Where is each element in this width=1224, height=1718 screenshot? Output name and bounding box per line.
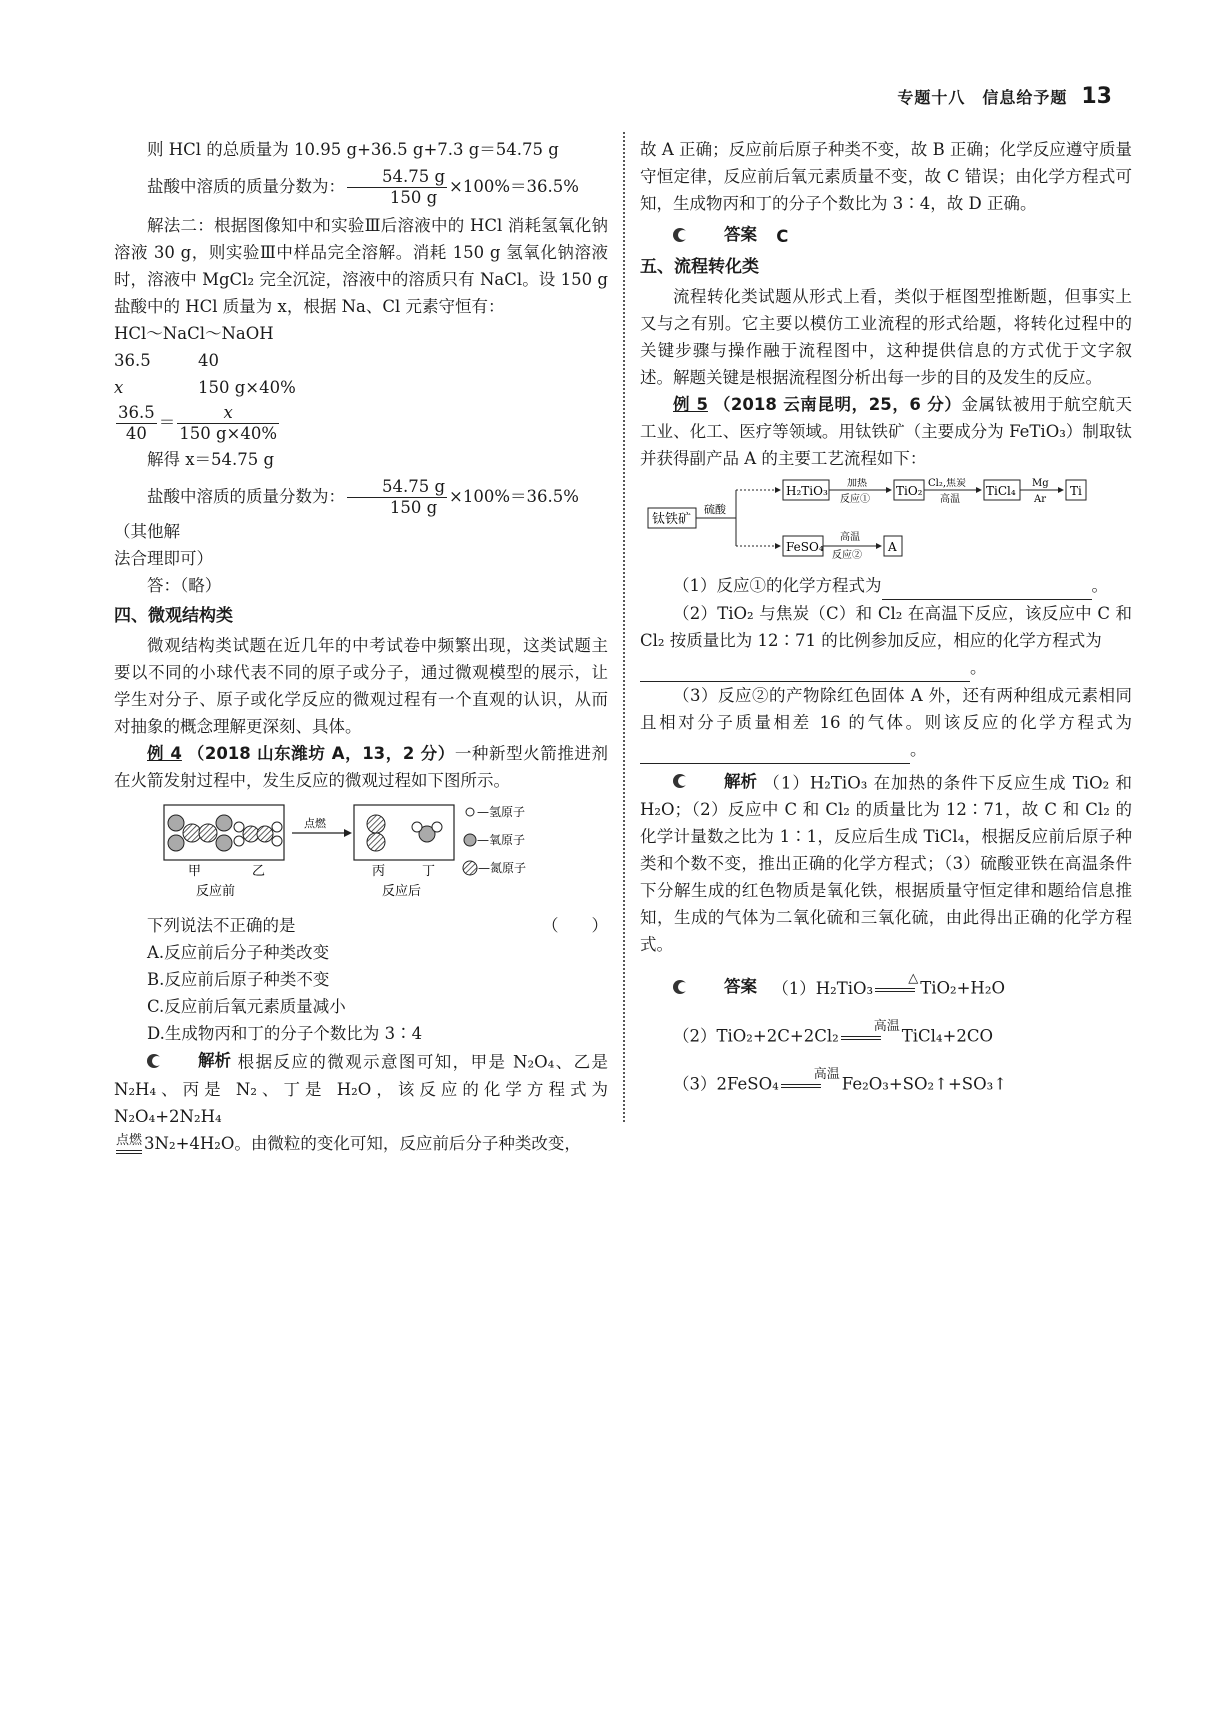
ratio-row-2: x 150 g×40% [114, 378, 296, 397]
question-5-2-blank: 。 [640, 654, 1132, 682]
process-flow-diagram [640, 478, 1130, 560]
label-after: 反应后 [382, 884, 422, 899]
flow-a: A [888, 539, 897, 554]
flow-start: 钛铁矿 [652, 511, 692, 527]
moon-icon [673, 228, 687, 242]
proportion-line: $\frac{36.5}{40}$ ＝ $\frac{x}{150 g\times 40\%}$ [118, 403, 278, 443]
relation-line: HCl～NaCl～NaOH [114, 324, 274, 343]
condition-ignite: 点燃 [116, 1134, 142, 1154]
molecule-ding [412, 822, 442, 842]
column-divider [623, 132, 625, 1122]
molecule-jia [168, 815, 232, 851]
answer-line: 答：（略） [147, 576, 222, 595]
legend-nitrogen: —氮原子 [478, 861, 527, 875]
process-flow-figure [640, 478, 1132, 568]
micro-reaction-diagram [114, 800, 574, 900]
flow-feso4: FeSO₄ [786, 539, 824, 554]
flow-heat: 加热 [847, 477, 867, 489]
moon-icon [673, 980, 687, 994]
condition-heat: △ [875, 972, 918, 1006]
legend-oxygen: —氧原子 [477, 833, 526, 847]
section-5-paragraph: 流程转化类试题从形式上看，类似于框图型推断题，但事实上又与之有别。它主要以模仿工业流程的形式给题，将转化过程中的关键步骤与操作融于流程图中，这种提供信息的方式优于文字叙述。解题关键是根据流程图分析出每一步的目的及发生的反应。 [640, 286, 1132, 387]
label-bing: 丙 [372, 864, 386, 879]
flow-cl2: Cl₂,焦炭 [928, 477, 967, 489]
label-jia: 甲 [188, 864, 202, 879]
analysis-4: 解析 根据反应的微观示意图可知，甲是 N₂O₄、乙是 N₂H₄、丙是 N₂、丁是 H₂O，该反应的化学方程式为 N₂O₄+2N₂H₄ [114, 1047, 608, 1130]
flow-reaction1: 反应① [840, 493, 870, 505]
legend-oxygen-icon [464, 834, 476, 846]
option-a: A.反应前后分子种类改变 [147, 943, 330, 962]
answer-5-2: （2）TiO₂+2C+2Cl₂ 高温 TiCl₄+2CO [640, 1020, 1132, 1054]
option-d: D.生成物丙和丁的分子个数比为 3∶4 [147, 1024, 423, 1043]
flow-hot2: 高温 [840, 531, 860, 543]
answer-5-1: 答案 （1）H₂TiO₃ △ TiO₂+H₂O [640, 972, 1132, 1006]
header-title: 专题十八 信息给予题 [897, 88, 1068, 107]
answer-blank-1[interactable] [882, 572, 1092, 600]
flow-h2tio3: H₂TiO₃ [786, 483, 828, 498]
section-4-heading: 四、微观结构类 [114, 606, 233, 626]
example-5-intro: 例 5 （2018 云南昆明，25，6 分）金属钛被用于航空航天工业、化工、医疗等领域。用钛铁矿（主要成分为 FeTiO₃）制取钛并获得副产品 A 的主要工艺流程如下： [640, 394, 1132, 468]
analysis-5: 解析 （1）H₂TiO₃ 在加热的条件下反应生成 TiO₂ 和 H₂O；（2）反应中 C 和 Cl₂ 的质量比为 12∶71，故 C 和 Cl₂ 的化学计量数之比为 1∶1，反应后生成 TiCl₄，根据反应前后原子种类和个数不变，推出正确的化学方程式；（3）硫酸亚铁在高温条件下分解生成的红色物质是氧化铁，根据质量守恒定律和题给信息推知，生成的气体为二氧化硫和三氧化硫，由此得出正确的化学方程式。 [640, 771, 1133, 954]
condition-high-temp-2: 高温 [781, 1068, 840, 1102]
moon-icon [673, 774, 687, 788]
mass-fraction-cont: 法合理即可） [114, 549, 213, 568]
after-box [354, 805, 454, 860]
flow-ar: Ar [1034, 493, 1047, 505]
legend-hydrogen-icon [466, 808, 474, 816]
arrow-label: 点燃 [304, 817, 326, 830]
method2-paragraph: 解法二：根据图像知中和实验Ⅲ后溶液中的 HCl 消耗氢氧化钠溶液 30 g，则实验Ⅲ中样品完全溶解。消耗 150 g 氢氧化钠溶液时，溶液中 MgCl₂ 完全沉淀，溶液中的溶质只有 NaCl。设 150 g 盐酸中的 HCl 质量为 x，根据 Na、Cl 元素守恒有： [114, 216, 608, 316]
question-5-1: （1）反应①的化学方程式为 。 [640, 572, 1132, 600]
flow-reaction2: 反应② [832, 549, 862, 560]
molecule-bing [367, 815, 385, 851]
analysis-marker: 解析 [147, 1047, 231, 1074]
example-4-intro: 例 4 （2018 山东潍坊 A，13，2 分）一种新型火箭推进剂在火箭发射过程中，发生反应的微观过程如下图所示。 [114, 744, 609, 790]
right-column [640, 136, 1132, 1102]
flow-acid: 硫酸 [704, 502, 726, 516]
legend-nitrogen-icon [463, 861, 477, 875]
question-5-3: （3）反应②的产物除红色固体 A 外，还有两种组成元素相同且相对分子质量相差 16 的气体。则该反应的化学方程式为 。 [640, 682, 1132, 764]
page-number: 13 [1081, 84, 1112, 109]
mass-fraction-line-2: 盐酸中溶质的质量分数为： $\frac{54.75 g}{150 g}$ ×100%＝36.5%（其他解 [114, 477, 579, 541]
question-5-2: （2）TiO₂ 与焦炭（C）和 Cl₂ 在高温下反应，该反应中 C 和 Cl₂ 按质量比为 12∶71 的比例参加反应，相应的化学方程式为 [640, 603, 1132, 650]
example-5-source: （2018 云南昆明，25，6 分） [713, 394, 962, 414]
ratio-row-1: 36.5 40 [114, 351, 219, 370]
section-5-heading: 五、流程转化类 [640, 256, 759, 277]
molecule-yi [234, 822, 282, 846]
label-ding: 丁 [422, 864, 436, 879]
label-yi: 乙 [252, 864, 266, 879]
condition-high-temp: 高温 [841, 1020, 900, 1054]
answer-5-3: （3）2FeSO₄ 高温 Fe₂O₃+SO₂↑+SO₃↑ [640, 1068, 1132, 1102]
fraction: $\frac{54.75 g}{150 g}$ [347, 167, 447, 208]
left-column [114, 136, 608, 1157]
page-header [897, 84, 1112, 109]
question-4: 下列说法不正确的是 （ ） [147, 916, 608, 935]
label-before: 反应前 [196, 884, 236, 899]
option-c: C.反应前后氧元素质量减小 [147, 997, 346, 1016]
example-5-label: 例 5 [673, 394, 708, 414]
flow-ti: Ti [1070, 483, 1082, 498]
answer-blank-3[interactable] [640, 736, 910, 764]
option-b: B.反应前后原子种类不变 [147, 970, 330, 989]
flow-mg: Mg [1032, 477, 1049, 489]
answer-4: 答案 C [640, 221, 1132, 250]
example-4-source: （2018 山东潍坊 A，13，2 分） [187, 744, 455, 763]
analysis-4-end: 故 A 正确；反应前后原子种类不变，故 B 正确；化学反应遵守质量守恒定律，反应前后氧元素质量不变，故 C 错误；由化学方程式可知，生成物丙和丁的分子个数比为 3∶4，故 D 正确。 [640, 140, 1132, 213]
legend-hydrogen: —氢原子 [477, 805, 526, 819]
hcl-total-line: 则 HCl 的总质量为 10.95 g+36.5 g+7.3 g＝54.75 g [147, 140, 559, 159]
flow-tio2: TiO₂ [896, 483, 923, 498]
flow-ticl4: TiCl₄ [986, 483, 1016, 498]
flow-hot: 高温 [940, 493, 960, 505]
analysis-4-cont: 点燃 3N₂+4H₂O。由微粒的变化可知，反应前后分子种类改变， [116, 1133, 581, 1153]
moon-icon [147, 1054, 161, 1068]
micro-reaction-figure [114, 800, 608, 908]
mass-fraction-line-1: 盐酸中溶质的质量分数为： $\frac{54.75 g}{150 g}$ ×100%＝36.5% [147, 167, 579, 207]
section-4-paragraph: 微观结构类试题在近几年的中考试卷中频繁出现，这类试题主要以不同的小球代表不同的原子或分子，通过微观模型的展示，让学生对分子、原子或化学反应的微观过程有一个直观的认识，从而对抽象的概念理解更深刻、具体。 [114, 636, 608, 736]
answer-blank-2[interactable] [640, 654, 970, 682]
example-4-label: 例 4 [147, 744, 182, 763]
solve-line: 解得 x＝54.75 g [147, 450, 275, 469]
